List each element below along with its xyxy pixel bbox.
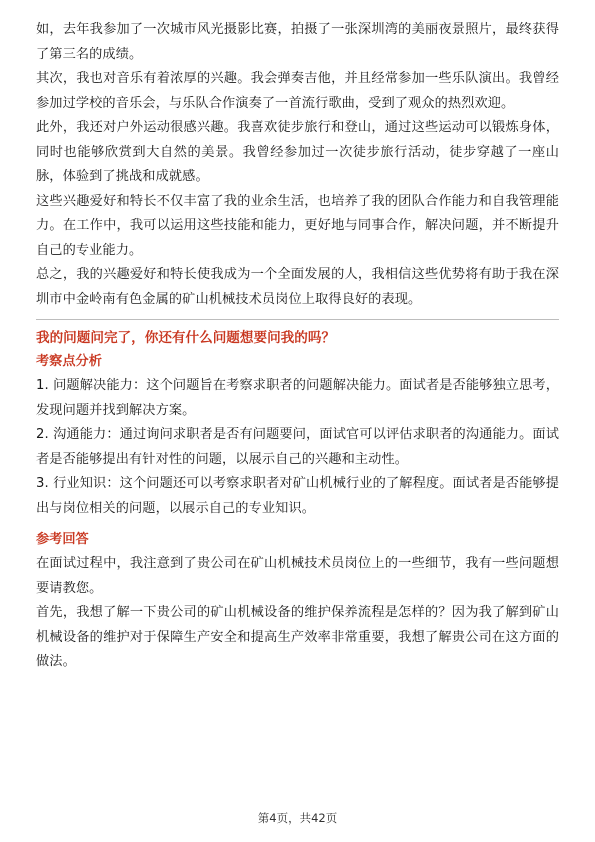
intro-paragraph-5: 总之，我的兴趣爱好和特长使我成为一个全面发展的人，我相信这些优势将有助于我在深圳市中金岭南有色金属的矿山机械技术员岗位上取得良好的表现。 <box>36 267 559 307</box>
answer-heading: 参考回答 <box>36 532 89 547</box>
intro-paragraph-4: 这些兴趣爱好和特长不仅丰富了我的业余生活，也培养了我的团队合作能力和自我管理能力。在工作中，我可以运用这些技能和能力，更好地与同事合作，解决问题，并不断提升自己的专业能力。 <box>36 193 559 258</box>
intro-paragraph-3: 此外，我还对户外运动很感兴趣。我喜欢徒步旅行和登山，通过这些运动可以锻炼身体，同时也能够欣赏到大自然的美景。我曾经参加过一次徒步旅行活动，徒步穿越了一座山脉，体验到了挑战和成就感。 <box>36 120 559 184</box>
section-divider <box>36 319 559 320</box>
question-title: 我的问题问完了，你还有什么问题想要问我的吗？ <box>36 330 336 346</box>
analysis-heading: 考察点分析 <box>36 354 102 369</box>
document-page <box>36 18 559 675</box>
intro-paragraph-2: 其次，我也对音乐有着浓厚的兴趣。我会弹奏吉他，并且经常参加一些乐队演出。我曾经参加过学校的音乐会，与乐队合作演奏了一首流行歌曲，受到了观众的热烈欢迎。 <box>36 71 559 111</box>
analysis-item-2: 2. 沟通能力：通过询问求职者是否有问题要问，面试官可以评估求职者的沟通能力。面试者是否能够提出有针对性的问题，以展示自己的兴趣和主动性。 <box>36 427 559 467</box>
analysis-item-3: 3. 行业知识：这个问题还可以考察求职者对矿山机械行业的了解程度。面试者是否能够提出与岗位相关的问题，以展示自己的专业知识。 <box>36 476 559 516</box>
answer-paragraph-2: 首先，我想了解一下贵公司的矿山机械设备的维护保养流程是怎样的？因为我了解到矿山机械设备的维护对于保障生产安全和提高生产效率非常重要，我想了解贵公司在这方面的做法。 <box>36 605 559 669</box>
analysis-item-1: 1. 问题解决能力：这个问题旨在考察求职者的问题解决能力。面试者是否能够独立思考，发现问题并找到解决方案。 <box>36 378 559 418</box>
spacer <box>36 521 559 528</box>
answer-paragraph-1: 在面试过程中，我注意到了贵公司在矿山机械技术员岗位上的一些细节，我有一些问题想要请教您。 <box>36 556 559 596</box>
page-number-footer: 第4页，共42页 <box>257 811 338 825</box>
intro-paragraph-1: 如，去年我参加了一次城市风光摄影比赛，拍摄了一张深圳湾的美丽夜景照片，最终获得了第三名的成绩。 <box>36 22 559 62</box>
